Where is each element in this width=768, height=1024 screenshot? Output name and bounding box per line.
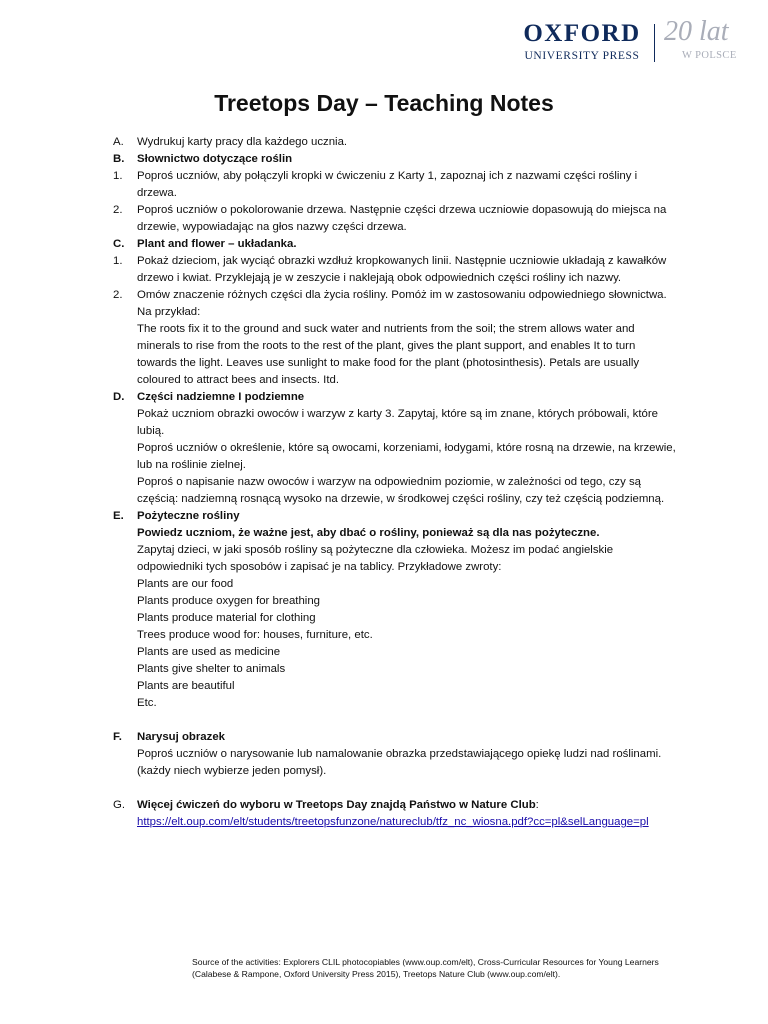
item-marker: 2. (113, 289, 123, 301)
section-a-text: Wydrukuj karty pracy dla każdego ucznia. (137, 136, 348, 148)
paragraph: Poproś uczniów o narysowanie lub namalowanie obrazka przedstawiającego opiekę ludzi nad roślinami. (każdy niech wybierze jeden pomysł). (137, 748, 662, 777)
item-marker: 1. (113, 255, 123, 267)
section-c-heading: Plant and flower – układanka. (137, 238, 297, 250)
section-marker: A. (113, 136, 124, 148)
phrase-line: Plants are our food (137, 578, 234, 590)
section-g-heading-line (137, 797, 678, 814)
list-item (113, 202, 678, 236)
phrase-line: Plants are beautiful (137, 680, 235, 692)
teaching-notes (113, 134, 678, 831)
item-marker: 1. (113, 170, 123, 182)
section-d-heading: Części nadziemne I podziemne (137, 391, 305, 403)
list-item-text: Omów znaczenie różnych części dla życia rośliny. Pomóż im w zastosowaniu odpowiedniego słownictwa. Na przykład: (137, 289, 667, 318)
section-f-heading: Narysuj obrazek (137, 731, 225, 743)
phrase-line: Etc. (137, 697, 157, 709)
english-example-paragraph: The roots fix it to the ground and suck water and nutrients from the soil; the strem allows water and minerals to rise from the roots to the rest of the plant, gives the plant support, and enables It to turn towards the light. Leaves use sunlight to make food for the plant (photosinthesis). Petals are usually coloured to attract bees and insects. Itd. (137, 323, 640, 386)
item-marker: 2. (113, 204, 123, 216)
logo-anniversary: 20 lat (664, 16, 729, 47)
section-marker: D. (113, 391, 125, 403)
section-g-heading: Więcej ćwiczeń do wyboru w Treetops Day znajdą Państwo w Nature Club (137, 799, 536, 811)
list-item-text: Poproś uczniów o pokolorowanie drzewa. Następnie części drzewa uczniowie dopasowują do miejsca na drzewie, wypowiadając na głos nazwy części drzewa. (137, 204, 667, 233)
section-marker: F. (113, 731, 122, 743)
section-e-heading: Pożyteczne rośliny (137, 510, 240, 522)
paragraph: Pokaż uczniom obrazki owoców i warzyw z karty 3. Zapytaj, które są im znane, których próbowali, które lubią. (137, 408, 659, 437)
section-c-heading-row (113, 236, 678, 253)
list-item-text: Pokaż dzieciom, jak wyciąć obrazki wzdłuż kropkowanych linii. Następnie uczniowie układają z kawałków drzewo i kwiat. Przyklejają je w zeszycie i naklejają obok odpowiednich części rośliny ich nazwy. (137, 255, 667, 284)
list-item (113, 253, 678, 287)
paragraph: Zapytaj dzieci, w jaki sposób rośliny są pożyteczne dla człowieka. Możesz im podać angielskie odpowiedniki tych sposobów i zapisać je na tablicy. Przykładowe zwroty: (137, 544, 614, 573)
spacer (113, 712, 678, 729)
section-b-heading: Słownictwo dotyczące roślin (137, 153, 293, 165)
spacer (113, 780, 678, 797)
list-item (113, 287, 678, 389)
list-item-text: Poproś uczniów, aby połączyli kropki w ćwiczeniu z Karty 1, zapoznaj ich z nazwami części rośliny i drzewa. (137, 170, 638, 199)
section-e (113, 508, 678, 712)
source-footnote: Source of the activities: Explorers CLIL photocopiables (www.oup.com/elt), Cross-Curricular Resources for Young Learners (Calabese & Rampone, Oxford University Press 2015), Treetops Nature Club (www.oup.com/elt). (192, 957, 659, 979)
section-marker: B. (113, 153, 125, 165)
section-b-heading-row (113, 151, 678, 168)
section-f (113, 729, 678, 780)
section-e-lead: Powiedz uczniom, że ważne jest, aby dbać o rośliny, ponieważ są dla nas pożyteczne. (137, 527, 600, 539)
nature-club-link[interactable]: https://elt.oup.com/elt/students/treetopsfunzone/natureclub/tfz_nc_wiosna.pdf?cc=pl&selLanguage=pl (137, 816, 649, 828)
paragraph: Poproś uczniów o określenie, które są owocami, korzeniami, łodygami, które rosną na drzewie, na krzewie, lub na roślinie zielnej. (137, 442, 676, 471)
section-g (113, 797, 678, 831)
logo-oxford-text: OXFORD (523, 20, 641, 47)
section-marker: G. (113, 799, 126, 811)
section-marker: E. (113, 510, 124, 522)
logo-press-text: UNIVERSITY PRESS (524, 50, 640, 62)
section-a (113, 134, 678, 151)
phrase-line: Plants produce oxygen for breathing (137, 595, 321, 607)
list-item (113, 168, 678, 202)
phrase-line: Trees produce wood for: houses, furniture, etc. (137, 629, 373, 641)
page-title: Treetops Day – Teaching Notes (214, 90, 554, 116)
section-marker: C. (113, 238, 125, 250)
logo-anniversary-sub: W POLSCE (682, 50, 737, 61)
publisher-logo (516, 18, 752, 66)
paragraph: Poproś o napisanie nazw owoców i warzyw na odpowiednim poziomie, w zależności od tego, czy są częścią: nadziemną rosnącą wysoko na drzewie, w środkowej części rośliny, czy też częścią podziemną. (137, 476, 665, 505)
phrase-line: Plants produce material for clothing (137, 612, 316, 624)
phrase-line: Plants are used as medicine (137, 646, 281, 658)
logo-divider (654, 24, 655, 62)
phrase-line: Plants give shelter to animals (137, 663, 286, 675)
section-d (113, 389, 678, 508)
section-g-colon: : (535, 799, 539, 811)
